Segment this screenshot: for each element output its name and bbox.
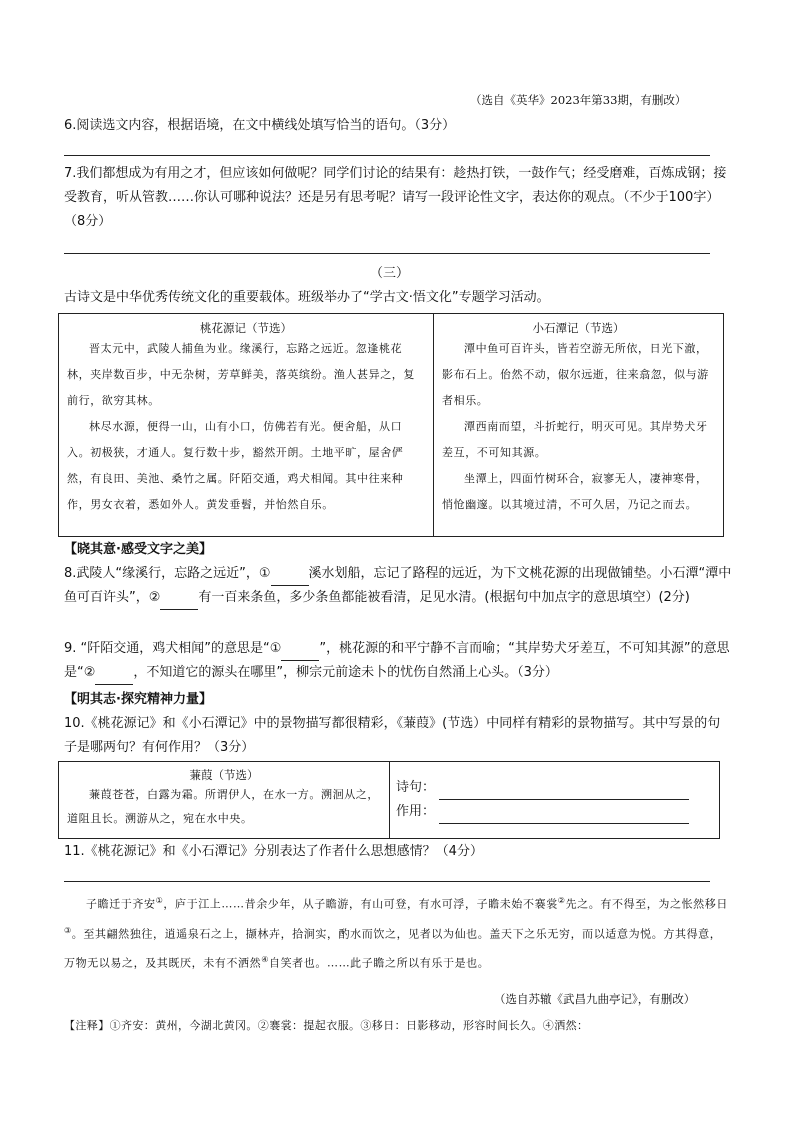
little-pond-para-1: 潭中鱼可百许头，皆若空游无所依，日光下澈，影布石上。佁然不动，俶尔远逝，往来翕忽，似与游者相乐。 <box>442 342 709 407</box>
note-marker-3: ③ <box>64 925 72 935</box>
note-marker-2: ② <box>557 896 566 905</box>
question-10: 10.《桃花源记》和《小石潭记》中的景物描写都很精彩，《蒹葭》(节选）中同样有精彩的景物描写。其中写景的句子是哪两句？有何作用？（3分） <box>64 716 721 755</box>
classical-text-table <box>58 313 724 537</box>
q9-text-2: ”，桃花源的和平宁静不言而喻；“其岸势犬牙差互，不可知其源”的意思是“② <box>64 641 730 680</box>
little-pond-cell <box>434 314 724 537</box>
little-pond-para-2: 潭西南而望，斗折蛇行，明灭可见。其岸势犬牙差互，不可知其源。 <box>442 420 708 459</box>
note-marker-1: ① <box>155 896 164 905</box>
jianjia-table <box>58 761 720 839</box>
jianjia-title: 蒹葭（节选） <box>189 768 259 782</box>
passage-segment: ，庐于江上……昔余少年，从子瞻游，有山可登，有水可浮，子瞻未始不褰裳 <box>163 897 558 911</box>
answer-line-q11[interactable] <box>64 881 710 882</box>
jianjia-cell <box>59 762 390 839</box>
answer-line-function[interactable] <box>439 809 689 824</box>
q8-text-3: 有一百来条鱼，多少条鱼都能被看清，足见水清。(根据句中加点字的意思填空）(2分) <box>198 590 690 605</box>
passage-segment: 自笑者也。……此子瞻之所以有乐于是也。 <box>268 956 490 970</box>
blank-q9-1[interactable] <box>281 646 319 661</box>
peach-blossom-title: 桃花源记（节选） <box>200 321 292 335</box>
jianjia-para: 蒹葭苍苍，白露为霜。所谓伊人，在水一方。溯洄从之，道阻且长。溯游从之，宛在水中央。 <box>67 788 379 825</box>
question-9 <box>64 637 732 685</box>
source-citation: （选自《英华》2023年第33期，有删改） <box>470 93 687 107</box>
passage-segment: 先之。有不得至，为之怅然移日 <box>565 897 728 911</box>
annotations: 【注释】①齐安：黄州，今湖北黄冈。②褰裳：提起衣服。③移日：日影移动，形容时间长久。④洒然： <box>64 1019 589 1032</box>
question-8 <box>64 562 732 610</box>
note-marker-4: ④ <box>261 955 269 965</box>
answer-line-q6[interactable] <box>64 155 710 156</box>
section-heading-a: 【晓其意·感受文字之美】 <box>64 542 212 557</box>
section-title-3: （三） <box>370 266 410 281</box>
peach-blossom-para-1: 晋太元中，武陵人捕鱼为业。缘溪行，忘路之远近。忽逢桃花林，夹岸数百步，中无杂树，芳草鲜美，落英缤纷。渔人甚异之，复前行，欲穷其林。 <box>67 342 415 407</box>
passage-segment: 子瞻迁于齐安 <box>86 897 156 911</box>
blank-q8-2[interactable] <box>160 595 198 610</box>
activity-intro: 古诗文是中华优秀传统文化的重要载体。班级举办了“学古文·悟文化”专题学习活动。 <box>64 290 550 305</box>
question-6: 6.阅读选文内容，根据语境，在文中横线处填写恰当的语句。（3分） <box>64 118 456 133</box>
answer-cell-q10 <box>390 762 720 839</box>
question-11: 11.《桃花源记》和《小石潭记》分别表达了作者什么思想感情？（4分） <box>64 844 483 859</box>
blank-q8-1[interactable] <box>271 571 309 586</box>
blank-q9-2[interactable] <box>95 670 133 685</box>
passage-source: （选自苏辙《武昌九曲亭记》，有删改） <box>494 992 696 1006</box>
q9-text-1: 9. “阡陌交通，鸡犬相闻”的意思是“① <box>64 641 282 656</box>
question-7: 7.我们都想成为有用之才，但应该如何做呢？同学们讨论的结果有：趁热打铁，一鼓作气；经受磨难，百炼成钢；接受教育，听从管教……你认可哪种说法？还是另有思考呢？请写一段评论性文字，表达你的观点。（不少于100字）（8分） <box>64 166 727 229</box>
answer-line-q7[interactable] <box>64 253 710 254</box>
q8-text-1: 8.武陵人“缘溪行，忘路之远近”，① <box>64 566 271 581</box>
answer-line-poem[interactable] <box>439 785 689 800</box>
classical-passage <box>64 888 732 977</box>
little-pond-title: 小石潭记（节选） <box>532 321 625 335</box>
section-heading-b: 【明其志·探究精神力量】 <box>64 692 212 707</box>
label-function: 作用： <box>396 804 436 819</box>
passage-segment: 。至其翩然独往，逍遥泉石之上，撷林卉，拾涧实，酌水而饮之，见者以为仙也。盖天下之乐无穷，而以适意为悦。方其得意，万物无以易之，及其既厌，未有不洒然 <box>64 927 722 970</box>
label-poem-lines: 诗句： <box>396 780 436 795</box>
q9-text-3: ，不知道它的源头在哪里”，柳宗元前途未卜的忧伤自然涌上心头。（3分） <box>133 665 558 680</box>
q8-text-2: 溪水划船，忘记了路程的远近，为下文桃花源的出现做铺垫。小石潭“潭中鱼可百许头”，② <box>64 566 732 605</box>
little-pond-para-3: 坐潭上，四面竹树环合，寂寥无人，凄神寒骨，悄怆幽邃。以其境过清，不可久居，乃记之而去。 <box>442 472 708 511</box>
peach-blossom-para-2: 林尽水源，便得一山，山有小口，仿佛若有光。便舍船，从口入。初极狭，才通人。复行数十步，豁然开朗。土地平旷，屋舍俨然，有良田、美池、桑竹之属。阡陌交通，鸡犬相闻。其中往来种作，男女衣着，悉如外人。黄发垂髫，并怡然自乐。 <box>67 420 404 511</box>
peach-blossom-cell <box>59 314 434 537</box>
